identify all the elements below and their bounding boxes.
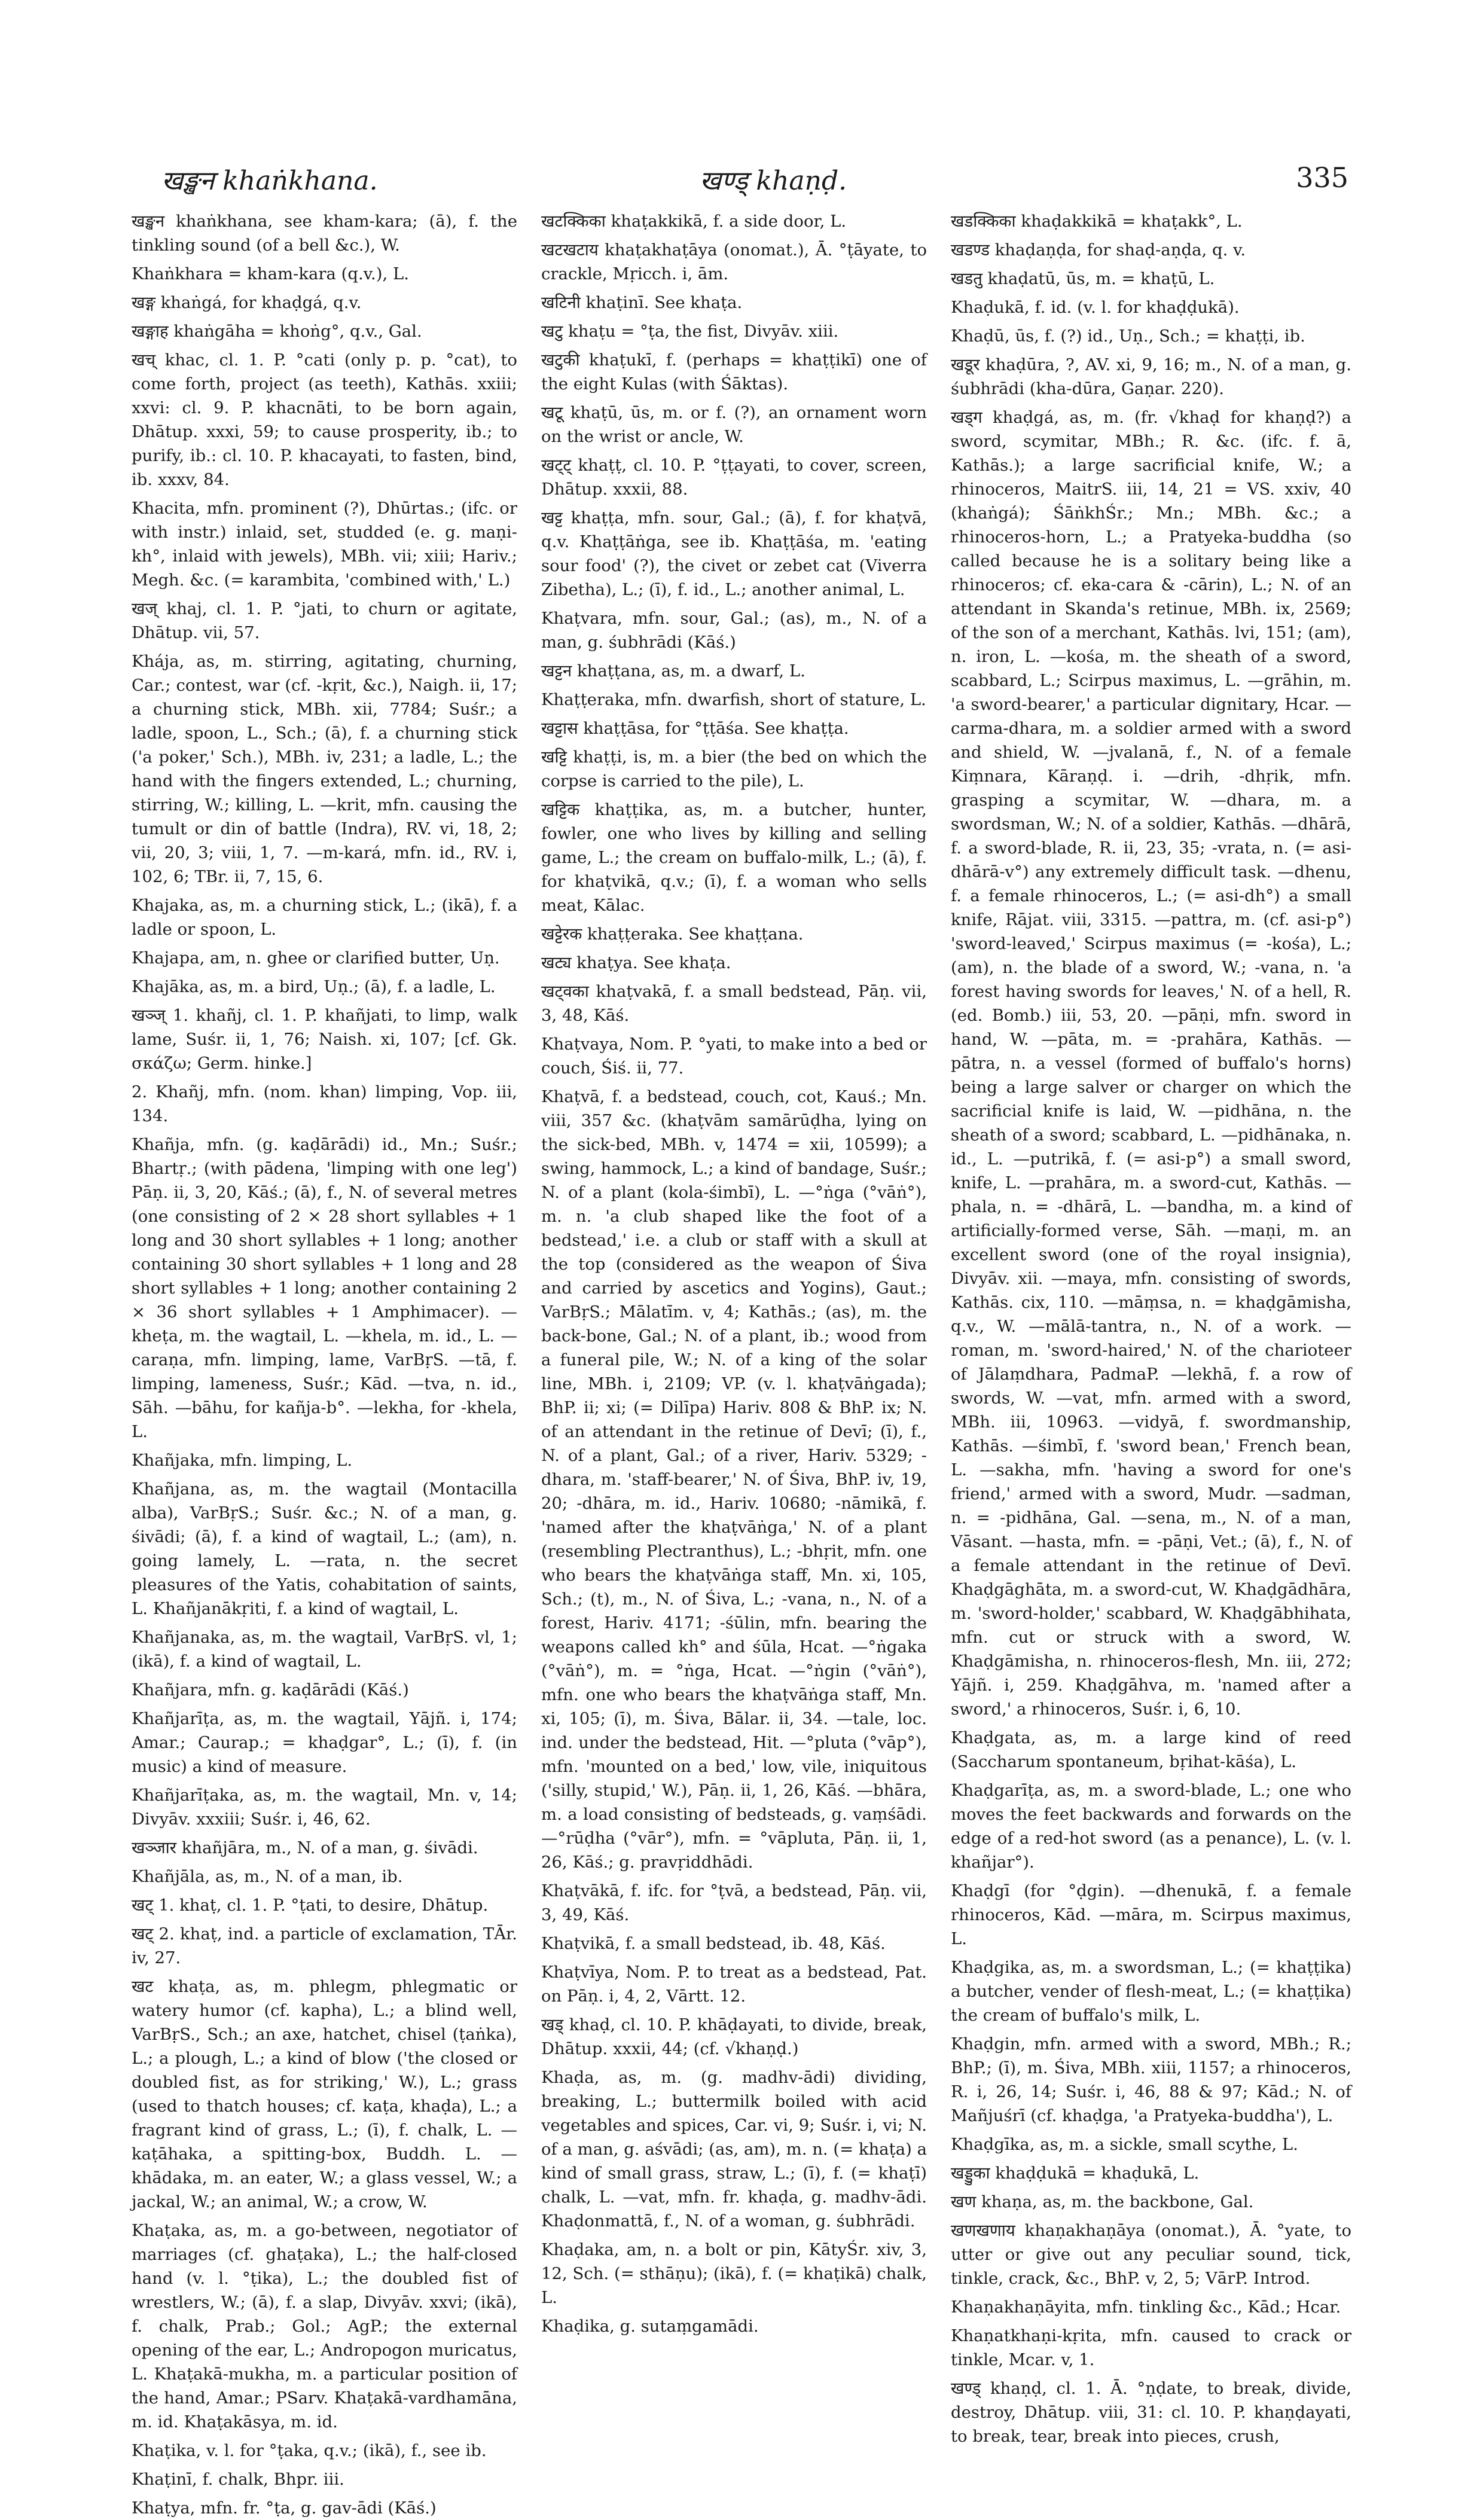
dictionary-entry: Khaṭvīya, Nom. P. to treat as a bedstead, Pat. on Pāṇ. i, 4, 2, Vārtt. 12. — [541, 1963, 927, 2006]
page-number: 335 — [1296, 161, 1348, 194]
dictionary-entry: खटुकी khaṭukī, f. (perhaps = khaṭṭikī) one of the eight Kulas (with Śāktas). — [541, 350, 927, 393]
dictionary-entry: खडतु khaḍatū, ūs, m. = khaṭū, L. — [951, 269, 1215, 288]
dictionary-entry: खट्य khaṭya. See khaṭa. — [541, 953, 731, 972]
dictionary-entry: खडूर khaḍūra, ?, AV. xi, 9, 16; m., N. of a man, g. śubhrādi (kha-dūra, Gaṇar. 220). — [951, 355, 1351, 398]
dictionary-entry: Khaṭvā, f. a bedstead, couch, cot, Kauś.; Mn. viii, 357 &c. (khaṭvām samārūḍha, lying on the sick-bed, MBh. v, 1474 = xii, 10599); a swing, hammock, L.; a kind of bandage, Suśr.; N. of a plant (kola-śimbī), L. —°ṅga (°vāṅ°), m. n. 'a club shaped like the foot of a bedstead,' i.e. a club or staff with a skull at the top (considered as the weapon of Śiva and carried by ascetics and Yogins), Gaut.; VarBṛS.; Mālatīm. v, 4; Kathās.; (as), m. the back-bone, Gal.; N. of a plant, ib.; wood from a funeral pile, W.; N. of a king of the solar line, MBh. i, 2109; VP. (v. l. khaṭvāṅgada); BhP. ii; xi; (= Dilīpa) Hariv. 808 & BhP. ix; N. of an attendant in the retinue of Devī; (ī), f., N. of a plant, Gal.; of a river, Hariv. 5329; -dhara, m. 'staff-bearer,' N. of Śiva, BhP. iv, 19, 20; -dhāra, m. id., Hariv. 10680; -nāmikā, f. 'named after the khaṭvāṅga,' N. of a plant (resembling Plectranthus), L.; -bhṛit, mfn. one who bears the khaṭvāṅga staff, Mn. xi, 105, Sch.; (t), m., N. of Śiva, L.; -vana, n., N. of a forest, Hariv. 4171; -śūlin, mfn. bearing the weapons called kh° and śūla, Hcat. —°ṅgaka (°vāṅ°), m. = °ṅga, Hcat. —°ṅgin (°vāṅ°), mfn. one who bears the khaṭvāṅga staff, Mn. xi, 105; (ī), m. Śiva, Bālar. ii, 34. —tale, loc. ind. under the bedstead, Hit. —°pluta (°vāp°), mfn. 'mounted on a bed,' low, vile, iniquitous ('silly, stupid,' W.), Pāṇ. ii, 1, 26, Kāś. —bhāra, m. a load consisting of bedsteads, g. vaṃśādi. —°rūḍha (°vār°), mfn. = °vāpluta, Pāṇ. ii, 1, 26, Kāś.; g. pravṛiddhādi. — [541, 1087, 927, 1872]
dictionary-entry: Khañjanaka, as, m. the wagtail, VarBṛS. vl, 1; (ikā), f. a kind of wagtail, L. — [132, 1628, 517, 1671]
dictionary-entry: खण्ड् khaṇḍ, cl. 1. Ā. °ṇḍate, to break, divide, destroy, Dhātup. viii, 31: cl. 10. P. khaṇḍayati, to break, tear, break into pieces, crush, — [951, 2379, 1351, 2446]
dictionary-entry: Khaḍgika, as, m. a swordsman, L.; (= khaṭṭika) a butcher, vender of flesh-meat, L.; (= khaṭṭika) the cream of buffalo's milk, L. — [951, 1958, 1351, 2025]
dictionary-entry: खट्टास khaṭṭāsa, for °ṭṭāśa. See khaṭṭa. — [541, 719, 849, 738]
dictionary-entry: 2. Khañj, mfn. (nom. khan) limping, Vop. iii, 134. — [132, 1082, 517, 1125]
dictionary-entry: Khaḍika, g. sutaṃgamādi. — [541, 2317, 759, 2336]
dictionary-entry: खण khaṇa, as, m. the backbone, Gal. — [951, 2192, 1254, 2211]
dictionary-entry: Khaṭinī, f. chalk, Bhpr. iii. — [132, 2470, 344, 2489]
dictionary-entry: खट्वका khaṭvakā, f. a small bedstead, Pāṇ. vii, 3, 48, Kāś. — [541, 982, 927, 1025]
dictionary-entry: खट् 1. khaṭ, cl. 1. P. °ṭati, to desire, Dhātup. — [132, 1896, 489, 1915]
dictionary-entry: खट् 2. khaṭ, ind. a particle of exclamation, TĀr. iv, 27. — [132, 1924, 517, 1967]
dictionary-entry: खटू khaṭū, ūs, m. or f. (?), an ornament worn on the wrist or ancle, W. — [541, 403, 927, 446]
column-1 — [132, 209, 517, 2518]
dictionary-entry: खट्टन khaṭṭana, as, m. a dwarf, L. — [541, 661, 805, 681]
dictionary-entry: Khaṭika, v. l. for °ṭaka, q.v.; (ikā), f., see ib. — [132, 2441, 487, 2460]
dictionary-entry: खटिनी khaṭinī. See khaṭa. — [541, 293, 743, 312]
dictionary-entry: Khacita, mfn. prominent (?), Dhūrtas.; (ifc. or with instr.) inlaid, set, studded (e. g. maṇi-kh°, inlaid with jewels), MBh. vii; xiii; Hariv.; Megh. &c. (= karambita, 'combined with,' L.) — [132, 499, 517, 590]
dictionary-entry: खङ्खन khaṅkhana, see kham-kara; (ā), f. the tinkling sound (of a bell &c.), W. — [132, 212, 517, 255]
dictionary-entry: खट khaṭa, as, m. phlegm, phlegmatic or watery humor (cf. kapha), L.; a blind well, VarBṛS., Sch.; an axe, hatchet, chisel (ṭaṅka), L.; a plough, L.; a kind of blow ('the closed or doubled fist, as for striking,' W.), L.; grass (used to thatch houses; cf. kaṭa, khaḍa), L.; a fragrant kind of grass, L.; (ī), f. chalk, L. —kaṭāhaka, a spitting-box, Buddh. L. —khādaka, m. an eater, W.; a glass vessel, W.; a jackal, W.; an animal, W.; a crow, W. — [132, 1977, 517, 2211]
dictionary-entry: खञ्ज् 1. khañj, cl. 1. P. khañjati, to limp, walk lame, Suśr. ii, 1, 76; Naish. xi, 107; [cf. Gk. σκάζω; Germ. hinke.] — [132, 1006, 517, 1073]
dictionary-entry: खडण्ड khaḍaṇḍa, for shaḍ-aṇḍa, q. v. — [951, 240, 1246, 260]
dictionary-entry: खड् khaḍ, cl. 10. P. khāḍayati, to divide, break, Dhātup. xxxii, 44; (cf. √khaṇḍ.) — [541, 2015, 927, 2058]
dictionary-entry: खङ्गाह khaṅgāha = khoṅg°, q.v., Gal. — [132, 322, 422, 341]
dictionary-entry: खटखटाय khaṭakhaṭāya (onomat.), Ā. °ṭāyate, to crackle, Mṛicch. i, ām. — [541, 240, 927, 283]
dictionary-entry: Khañja, mfn. (g. kaḍārādi) id., Mn.; Suśr.; Bhartṛ.; (with pādena, 'limping with one leg') Pāṇ. ii, 3, 20, Kāś.; (ā), f., N. of several metres (one consisting of 2 × 28 short syllables + 1 long and 30 short syllables + 1 long; another containing 30 short syllables + 1 long and 28 short syllables + 1 long; another containing 2 × 36 short syllables + 1 Amphimacer). —kheṭa, m. the wagtail, L. —khela, m. id., L. —caraṇa, mfn. limping, lame, VarBṛS. —tā, f. limping, lameness, Suśr.; Kād. —tva, n. id., Sāh. —bāhu, for kañja-b°. —lekha, for -khela, L. — [132, 1135, 517, 1441]
dictionary-entry: Khaṭvara, mfn. sour, Gal.; (as), m., N. of a man, g. śubhrādi (Kāś.) — [541, 609, 927, 652]
running-head — [161, 161, 1348, 203]
dictionary-entry: खट्ट khaṭṭa, mfn. sour, Gal.; (ā), f. for khaṭvā, q.v. Khaṭṭāṅga, see ib. Khaṭṭāśa, m. 'eating sour food' (?), the civet or zebet cat (Viverra Zibetha), L.; (ī), f. id., L.; another animal, L. — [541, 508, 927, 599]
dictionary-entry: खटु khaṭu = °ṭa, the fist, Divyāv. xiii. — [541, 322, 839, 341]
dictionary-entry: खञ्जार khañjāra, m., N. of a man, g. śivādi. — [132, 1838, 478, 1857]
dictionary-entry: Khaṭvākā, f. ifc. for °ṭvā, a bedstead, Pāṇ. vii, 3, 49, Kāś. — [541, 1881, 927, 1924]
dictionary-entry: Khañjara, mfn. g. kaḍārādi (Kāś.) — [132, 1680, 409, 1700]
dictionary-columns — [132, 209, 1351, 2518]
column-3 — [951, 209, 1351, 2446]
dictionary-entry: Khaḍgata, as, m. a large kind of reed (Saccharum spontaneum, bṛihat-kāśa), L. — [951, 1728, 1351, 1771]
dictionary-entry: खङ्ग khaṅgá, for khaḍgá, q.v. — [132, 293, 362, 312]
dictionary-entry: खज् khaj, cl. 1. P. °jati, to churn or agitate, Dhātup. vii, 57. — [132, 599, 517, 642]
dictionary-entry: Khañjana, as, m. the wagtail (Montacilla alba), VarBṛS.; Suśr. &c.; N. of a man, g. śivādi; (ā), f. a kind of wagtail, L.; (am), n. going lamely, L. —rata, n. the secret pleasures of the Yatis, cohabitation of saints, L. Khañjanākṛiti, f. a kind of wagtail, L. — [132, 1479, 517, 1618]
dictionary-entry: Khaṇakhaṇāyita, mfn. tinkling &c., Kād.; Hcar. — [951, 2298, 1341, 2317]
dictionary-entry: Khaḍa, as, m. (g. madhv-ādi) dividing, breaking, L.; buttermilk boiled with acid vegetables and spices, Car. vi, 9; Suśr. i, vi; N. of a man, g. aśvādi; (as, am), m. n. (= khaṭa) a kind of small grass, straw, L.; (ī), f. (= khaṭī) chalk, L. —vat, mfn. fr. khaḍa, g. madhv-ādi. Khaḍonmattā, f., N. of a woman, g. śubhrādi. — [541, 2068, 927, 2231]
dictionary-entry: खट्ट् khaṭṭ, cl. 10. P. °ṭṭayati, to cover, screen, Dhātup. xxxii, 88. — [541, 456, 927, 499]
dictionary-entry: खड्ग khaḍgá, as, m. (fr. √khaḍ for khaṇḍ?) a sword, scymitar, MBh.; R. &c. (ifc. f. ā, Kathās.); a large sacrificial knife, W.; a rhinoceros, MaitrS. iii, 14, 21 = VS. xxiv, 40 (khaṅgá); ŚāṅkhŚr.; Mn.; MBh. &c.; a rhinoceros-horn, L.; a Pratyeka-buddha (so called because he is a solitary being like a rhinoceros; cf. eka-cara & -cārin), L.; N. of an attendant in Skanda's retinue, MBh. ix, 2569; of the son of a merchant, Kathās. lvi, 151; (am), n. iron, L. —kośa, m. the sheath of a sword, scabbard, L.; Scirpus maximus, L. —grāhin, m. 'a sword-bearer,' a particular dignitary, Hcar. —carma-dhara, m. a soldier armed with a sword and shield, W. —jvalanā, f., N. of a female Kiṃnara, Kāraṇḍ. i. —drih, -dhṛik, mfn. grasping a scymitar, W. —dhara, m. a swordsman, W.; N. of a soldier, Kathās. —dhārā, f. a sword-blade, R. ii, 23, 35; -vrata, n. (= asi-dhārā-v°) any extremely difficult task. —dhenu, f. a female rhinoceros, L.; (= asi-dh°) a small knife, Rājat. viii, 3315. —pattra, m. (cf. asi-p°) 'sword-leaved,' Scirpus maximus (= -kośa), L.; (am), n. the blade of a sword, W.; -vana, n. 'a forest having swords for leaves,' N. of a hell, R. (ed. Bomb.) iii, 53, 20. —pāṇi, mfn. sword in hand, W. —pāta, m. = -prahāra, Kathās. —pātra, n. a vessel (formed of buffalo's horns) being a large salver or charger on which the sacrificial knife is laid, W. —pidhāna, n. the sheath of a sword; scabbard, L. —pidhānaka, n. id., L. —putrikā, f. (= asi-p°) a small sword, knife, L. —prahāra, m. a sword-cut, Kathās. —phala, n. = -dhārā, L. —bandha, m. a kind of artificially-formed verse, Sāh. —maṇi, m. an excellent sword (one of the royal insignia), Divyāv. xii. —maya, mfn. consisting of swords, Kathās. cix, 110. —māṃsa, n. = khaḍgāmisha, q.v., W. —mālā-tantra, n., N. of a work. —roman, m. 'sword-haired,' N. of the charioteer of Jālaṃdhara, PadmaP. —lekhā, f. a row of swords, W. —vat, mfn. armed with a sword, MBh. iii, 10963. —vidyā, f. swordmanship, Kathās. —śimbī, f. 'sword bean,' French bean, L. —sakha, mfn. 'having a sword for one's friend,' armed with a sword, Mudr. —sadman, n. = -pidhāna, Gal. —sena, m., N. of a man, Vāsant. —hasta, mfn. = -pāṇi, Vet.; (ā), f., N. of a female attendant in the retinue of Devī. Khaḍgāghāta, m. a sword-cut, W. Khaḍgādhāra, m. 'sword-holder,' scabbard, W. Khaḍgābhihata, mfn. cut or struck with a sword, W. Khaḍgāmisha, n. rhinoceros-flesh, Mn. iii, 272; Yājñ. i, 259. Khaḍgāhva, m. 'named after a sword,' a rhinoceros, Suśr. i, 6, 10. — [951, 408, 1351, 1719]
dictionary-entry: Khajapa, am, n. ghee or clarified butter, Uṇ. — [132, 948, 500, 968]
dictionary-entry: खड्डुका khaḍḍukā = khaḍukā, L. — [951, 2164, 1200, 2183]
dictionary-entry: खच् khac, cl. 1. P. °cati (only p. p. °cat), to come forth, project (as teeth), Kathās. xxiii; xxvi: cl. 9. P. khacnāti, to be born again, Dhātup. xxxi, 59; to cause prosperity, ib.; to purify, ib.: cl. 10. P. khacayati, to fasten, bind, ib. xxxv, 84. — [132, 350, 517, 489]
dictionary-entry: Khája, as, m. stirring, agitating, churning, Car.; contest, war (cf. -kṛit, &c.), Naigh. ii, 17; a churning stick, MBh. xii, 7784; Suśr.; a ladle, spoon, L., Sch.; (ā), f. a churning stick ('a poker,' Sch.), MBh. iv, 231; a ladle, L.; the hand with the fingers extended, L.; churning, stirring, W.; killing, L. —krit, mfn. causing the tumult or din of battle (Indra), RV. vi, 18, 2; vii, 20, 3; viii, 1, 7. —m-kará, mfn. id., RV. i, 102, 6; TBr. ii, 7, 15, 6. — [132, 652, 517, 886]
running-head-left: खङ्खन khaṅkhana. — [161, 166, 378, 196]
dictionary-entry: खट्टिक khaṭṭika, as, m. a butcher, hunter, fowler, one who lives by killing and selling game, L.; the cream on buffalo-milk, L.; (ā), f. for khaṭvikā, q.v.; (ī), f. a woman who sells meat, Kālac. — [541, 800, 927, 915]
dictionary-entry: Khaḍukā, f. id. (v. l. for khaḍḍukā). — [951, 298, 1240, 317]
dictionary-entry: Khaṭya, mfn. fr. °ṭa, g. gav-ādi (Kāś.) — [132, 2498, 437, 2518]
dictionary-entry: Khaṇatkhaṇi-kṛita, mfn. caused to crack or tinkle, Mcar. v, 1. — [951, 2326, 1351, 2369]
dictionary-entry: Khañjarīṭa, as, m. the wagtail, Yājñ. i, 174; Amar.; Caurap.; = khaḍgar°, L.; (ī), f. (in music) a kind of measure. — [132, 1709, 517, 1776]
dictionary-entry: Khajaka, as, m. a churning stick, L.; (ikā), f. a ladle or spoon, L. — [132, 896, 517, 939]
dictionary-entry: Khaṭaka, as, m. a go-between, negotiator of marriages (cf. ghaṭaka), L.; the half-closed hand (v. l. °ṭika), L.; the doubled fist of wrestlers, W.; (ā), f. a slap, Divyāv. xxvi; (ikā), f. chalk, Prab.; Gol.; AgP.; the external opening of the ear, L.; Andropogon muricatus, L. Khaṭakā-mukha, m. a particular position of the hand, Amar.; PSarv. Khaṭakā-vardhamāna, m. id. Khaṭakāsya, m. id. — [132, 2221, 517, 2431]
dictionary-entry: Khaṅkhara = kham-kara (q.v.), L. — [132, 264, 409, 283]
dictionary-entry: खणखणाय khaṇakhaṇāya (onomat.), Ā. °yate, to utter or give out any peculiar sound, tick, tinkle, crack, &c., BhP. v, 2, 5; VārP. Introd. — [951, 2221, 1351, 2288]
dictionary-entry: Khaḍgīka, as, m. a sickle, small scythe, L. — [951, 2135, 1298, 2154]
dictionary-entry: Khañjāla, as, m., N. of a man, ib. — [132, 1867, 403, 1886]
column-2 — [541, 209, 927, 2336]
dictionary-entry: Khañjaka, mfn. limping, L. — [132, 1451, 353, 1470]
dictionary-entry: Khañjarīṭaka, as, m. the wagtail, Mn. v, 14; Divyāv. xxxiii; Suśr. i, 46, 62. — [132, 1786, 517, 1829]
dictionary-entry: Khaḍgin, mfn. armed with a sword, MBh.; R.; BhP.; (ī), m. Śiva, MBh. xiii, 1157; a rhinoceros, R. i, 26, 14; Suśr. i, 46, 88 & 97; Kād.; N. of Mañjuśrī (cf. khaḍga, 'a Pratyeka-buddha'), L. — [951, 2034, 1351, 2125]
dictionary-entry: Khaḍaka, am, n. a bolt or pin, KātyŚr. xiv, 3, 12, Sch. (= sthāṇu); (ikā), f. (= khaṭikā) chalk, L. — [541, 2240, 927, 2307]
dictionary-entry: Khaḍū, ūs, f. (?) id., Uṇ., Sch.; = khaṭṭi, ib. — [951, 327, 1305, 346]
dictionary-entry: खटक्किका khaṭakkikā, f. a side door, L. — [541, 212, 847, 231]
dictionary-entry: खडक्किका khaḍakkikā = khaṭakk°, L. — [951, 212, 1243, 231]
dictionary-entry: Khaḍgī (for °ḍgin). —dhenukā, f. a female rhinoceros, Kād. —māra, m. Scirpus maximus, L. — [951, 1881, 1351, 1948]
dictionary-entry: Khaṭvikā, f. a small bedstead, ib. 48, Kāś. — [541, 1934, 886, 1953]
dictionary-entry: Khaḍgarīṭa, as, m. a sword-blade, L.; one who moves the feet backwards and forwards on the edge of a red-hot sword (as a penance), L. (v. l. khañjar°). — [951, 1781, 1351, 1872]
dictionary-entry: Khaṭvaya, Nom. P. °yati, to make into a bed or couch, Śiś. ii, 77. — [541, 1035, 927, 1078]
dictionary-entry: Khajāka, as, m. a bird, Uṇ.; (ā), f. a ladle, L. — [132, 977, 496, 996]
running-head-center: खण्ड् khaṇḍ. — [700, 166, 847, 196]
dictionary-entry: खट्टि khaṭṭi, is, m. a bier (the bed on which the corpse is carried to the pile), L. — [541, 748, 927, 791]
dictionary-entry: खट्टेरक khaṭṭeraka. See khaṭṭana. — [541, 925, 804, 944]
dictionary-entry: Khaṭṭeraka, mfn. dwarfish, short of stature, L. — [541, 690, 926, 709]
